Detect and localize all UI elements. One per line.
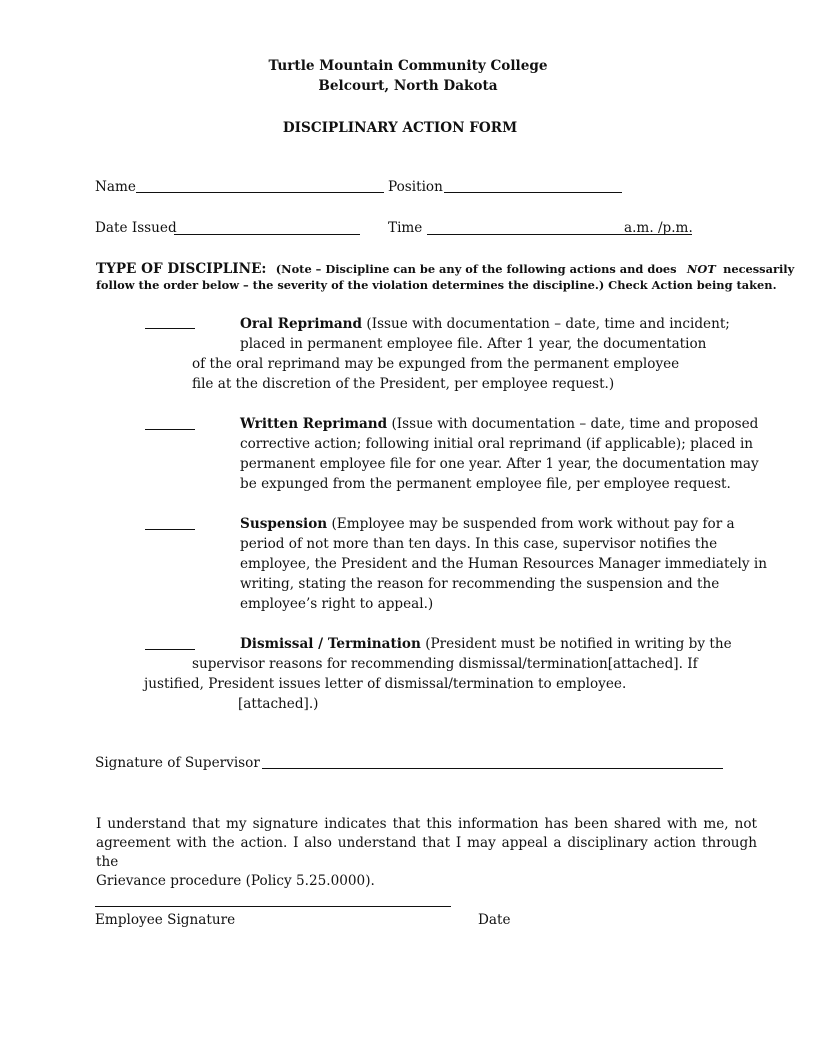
oral-reprimand-line: (Issue with documentation – date, time and incident; — [366, 316, 730, 332]
written-reprimand-line: corrective action; following initial oral reprimand (if applicable); placed in — [240, 436, 754, 452]
position-field[interactable] — [444, 192, 622, 193]
college-location: Belcourt, North Dakota — [318, 78, 498, 94]
dismissal-block — [0, 634, 816, 714]
oral-reprimand-block — [0, 314, 816, 394]
acknowledgement-line: Grievance procedure (Policy 5.25.0000). — [96, 873, 375, 889]
dismissal-line: justified, President issues letter of dismissal/termination to employee. — [144, 676, 627, 692]
suspension-line: (Employee may be suspended from work without pay for a — [331, 516, 735, 532]
dismissal-title: Dismissal / Termination — [240, 636, 421, 652]
suspension-block — [0, 514, 816, 614]
form-title-text: DISCIPLINARY ACTION FORM — [282, 120, 518, 136]
time-label: Time — [388, 220, 423, 236]
note-line2: follow the order below – the severity of the violation determines the discipline.) Check Action being taken. — [96, 278, 777, 292]
written-reprimand-title: Written Reprimand — [240, 416, 388, 432]
acknowledgement-paragraph — [96, 815, 757, 891]
written-reprimand-line: permanent employee file for one year. After 1 year, the documentation may — [240, 456, 759, 472]
dismissal-line: (President must be notified in writing by the — [425, 636, 732, 652]
form-title — [0, 120, 816, 136]
employee-signature-field[interactable] — [95, 906, 451, 907]
date-label: Date — [478, 912, 511, 928]
supervisor-signature-label: Signature of Supervisor — [95, 755, 260, 771]
note-part2: necessarily — [723, 262, 795, 276]
employee-signature-label: Employee Signature — [95, 912, 236, 928]
type-of-discipline-heading: TYPE OF DISCIPLINE: — [96, 261, 267, 277]
suspension-line: employee’s right to appeal.) — [240, 596, 434, 612]
suspension-title: Suspension — [240, 516, 328, 532]
suspension-line: period of not more than ten days. In this case, supervisor notifies the — [240, 536, 718, 552]
oral-reprimand-line: placed in permanent employee file. After 1 year, the documentation — [240, 336, 707, 352]
oral-reprimand-title: Oral Reprimand — [240, 316, 363, 332]
written-reprimand-block — [0, 414, 816, 494]
name-label: Name — [95, 179, 136, 195]
ampm-label: a.m. /p.m. — [624, 220, 693, 236]
suspension-line: writing, stating the reason for recommending the suspension and the — [240, 576, 720, 592]
name-field[interactable] — [136, 192, 384, 193]
note-not: NOT — [686, 262, 716, 276]
written-reprimand-line: (Issue with documentation – date, time and proposed — [391, 416, 759, 432]
type-of-discipline-line1 — [96, 261, 794, 277]
acknowledgement-line: agreement with the action. I also understand that I may appeal a disciplinary action through the — [96, 835, 757, 870]
written-reprimand-line: be expunged from the permanent employee file, per employee request. — [240, 476, 731, 492]
acknowledgement-line: I understand that my signature indicates that this information has been shared with me, not — [96, 816, 757, 832]
position-label: Position — [388, 179, 443, 195]
dismissal-line: [attached].) — [238, 696, 319, 712]
oral-reprimand-line: of the oral reprimand may be expunged from the permanent employee — [192, 356, 680, 372]
date-issued-label: Date Issued — [95, 220, 177, 236]
college-name: Turtle Mountain Community College — [268, 58, 548, 74]
supervisor-signature-field[interactable] — [262, 768, 723, 769]
suspension-line: employee, the President and the Human Resources Manager immediately in — [240, 556, 767, 572]
date-issued-field[interactable] — [174, 234, 360, 235]
oral-reprimand-line: file at the discretion of the President, per employee request.) — [192, 376, 615, 392]
dismissal-line: supervisor reasons for recommending dismissal/termination[attached]. If — [192, 656, 698, 672]
note-part1: (Note – Discipline can be any of the following actions and does — [275, 262, 677, 276]
